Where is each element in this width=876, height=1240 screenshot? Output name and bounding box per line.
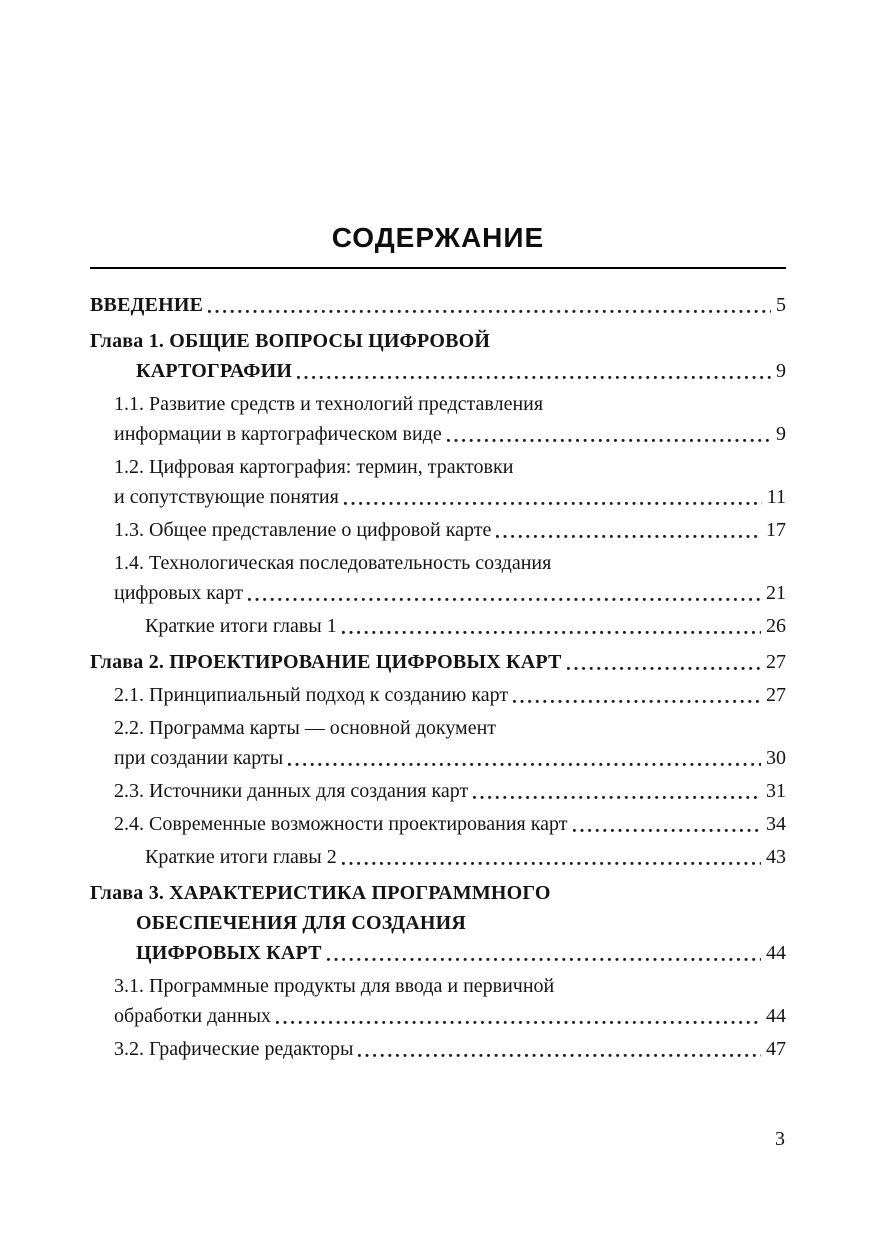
toc-entry-text: 1.4. Технологическая последовательность создания (114, 552, 552, 574)
toc-entry-line (114, 776, 786, 806)
toc-entry-line (114, 578, 786, 608)
title-rule (90, 267, 786, 269)
dot-leader (337, 611, 764, 641)
toc-entry-line (114, 713, 786, 743)
page-content (90, 0, 786, 1067)
toc-entry-text: Глава 3. ХАРАКТЕРИСТИКА ПРОГРАММНОГО (90, 882, 551, 904)
toc-entry-text: КАРТОГРАФИИ (136, 360, 293, 382)
dot-leader (283, 743, 764, 773)
toc-entry-line (114, 743, 786, 773)
toc-title: СОДЕРЖАНИЕ (331, 222, 545, 253)
dot-leader (468, 776, 764, 806)
toc-entry-line (90, 326, 786, 356)
dot-leader (491, 515, 764, 545)
toc-entry-line (90, 647, 786, 677)
toc-entry (90, 326, 786, 386)
toc-entry-line (136, 908, 786, 938)
toc-entry-text: Глава 2. ПРОЕКТИРОВАНИЕ ЦИФРОВЫХ КАРТ (90, 651, 562, 673)
toc-page-number: 9 (776, 360, 786, 382)
toc-entry-text: 1.3. Общее представление о цифровой карте (114, 519, 492, 541)
toc-entry (114, 809, 786, 839)
toc-entry (145, 842, 786, 872)
toc-page-number: 11 (766, 486, 786, 508)
toc-entry (90, 647, 786, 677)
dot-leader (353, 1034, 764, 1064)
dot-leader (271, 1001, 764, 1031)
toc-page-number: 44 (766, 942, 786, 964)
toc-entry-line (90, 290, 786, 320)
toc-entry-text: 2.3. Источники данных для создания карт (114, 780, 469, 802)
toc-entry-line (90, 878, 786, 908)
toc-page-number: 27 (766, 651, 786, 673)
toc-entry-text: при создании карты (114, 747, 284, 769)
toc-entry-line (114, 971, 786, 1001)
toc-entry-line (136, 356, 786, 386)
toc-page-number: 26 (766, 615, 786, 637)
toc-entry-line (114, 452, 786, 482)
toc-entry-line (114, 419, 786, 449)
dot-leader (339, 482, 765, 512)
toc-entry (114, 713, 786, 773)
toc-page-number: 31 (766, 780, 786, 802)
toc-page-number: 9 (776, 423, 786, 445)
folio-page-number: 3 (775, 1128, 785, 1150)
toc-entry-text: Краткие итоги главы 2 (145, 846, 337, 868)
toc-entry-line (114, 482, 786, 512)
toc-entry (114, 515, 786, 545)
toc-entry-text: ОБЕСПЕЧЕНИЯ ДЛЯ СОЗДАНИЯ (136, 912, 467, 934)
dot-leader (337, 842, 764, 872)
toc-entry (114, 1034, 786, 1064)
dot-leader (292, 356, 774, 386)
toc-entry (90, 290, 786, 320)
toc-entry-text: Краткие итоги главы 1 (145, 615, 337, 637)
toc-page-number: 17 (766, 519, 786, 541)
toc-page-number: 44 (766, 1005, 786, 1027)
toc-entry-line (114, 1034, 786, 1064)
toc-page-number: 27 (766, 684, 786, 706)
toc-entry-text: ВВЕДЕНИЕ (90, 294, 204, 316)
dot-leader (442, 419, 774, 449)
toc-entry (114, 680, 786, 710)
toc-entry-line (114, 1001, 786, 1031)
toc-entry-line (114, 809, 786, 839)
toc-entry-text: цифровых карт (114, 582, 244, 604)
toc-page-number: 34 (766, 813, 786, 835)
toc-list (90, 290, 786, 1064)
toc-entry-text: 2.4. Современные возможности проектирования карт (114, 813, 568, 835)
dot-leader (243, 578, 764, 608)
toc-entry-text: 1.1. Развитие средств и технологий представления (114, 393, 544, 415)
toc-entry-text: 3.2. Графические редакторы (114, 1038, 354, 1060)
dot-leader (568, 809, 765, 839)
toc-entry-text: 2.2. Программа карты — основной документ (114, 717, 497, 739)
dot-leader (322, 938, 764, 968)
toc-entry-line (145, 842, 786, 872)
toc-entry (145, 611, 786, 641)
dot-leader (508, 680, 764, 710)
toc-entry-text: обработки данных (114, 1005, 272, 1027)
toc-page-number: 43 (766, 846, 786, 868)
toc-entry (114, 776, 786, 806)
toc-page-number: 30 (766, 747, 786, 769)
toc-entry-text: ЦИФРОВЫХ КАРТ (136, 942, 322, 964)
toc-entry-line (114, 389, 786, 419)
toc-entry (114, 548, 786, 608)
dot-leader (562, 647, 764, 677)
toc-page-number: 21 (766, 582, 786, 604)
toc-entry-line (114, 548, 786, 578)
toc-entry-line (114, 680, 786, 710)
toc-entry (114, 971, 786, 1031)
toc-page-number: 5 (776, 294, 786, 316)
toc-entry-line (145, 611, 786, 641)
toc-entry (114, 389, 786, 449)
toc-entry-text: 3.1. Программные продукты для ввода и первичной (114, 975, 555, 997)
toc-entry-line (114, 515, 786, 545)
toc-entry-text: Глава 1. ОБЩИЕ ВОПРОСЫ ЦИФРОВОЙ (90, 330, 491, 352)
toc-entry-text: 2.1. Принципиальный подход к созданию карт (114, 684, 509, 706)
toc-entry (114, 452, 786, 512)
toc-entry-text: 1.2. Цифровая картография: термин, трактовки (114, 456, 514, 478)
dot-leader (203, 290, 774, 320)
toc-entry-line (136, 938, 786, 968)
toc-entry-text: и сопутствующие понятия (114, 486, 339, 508)
toc-entry-text: информации в картографическом виде (114, 423, 442, 445)
toc-page-number: 47 (766, 1038, 786, 1060)
toc-entry (90, 878, 786, 968)
